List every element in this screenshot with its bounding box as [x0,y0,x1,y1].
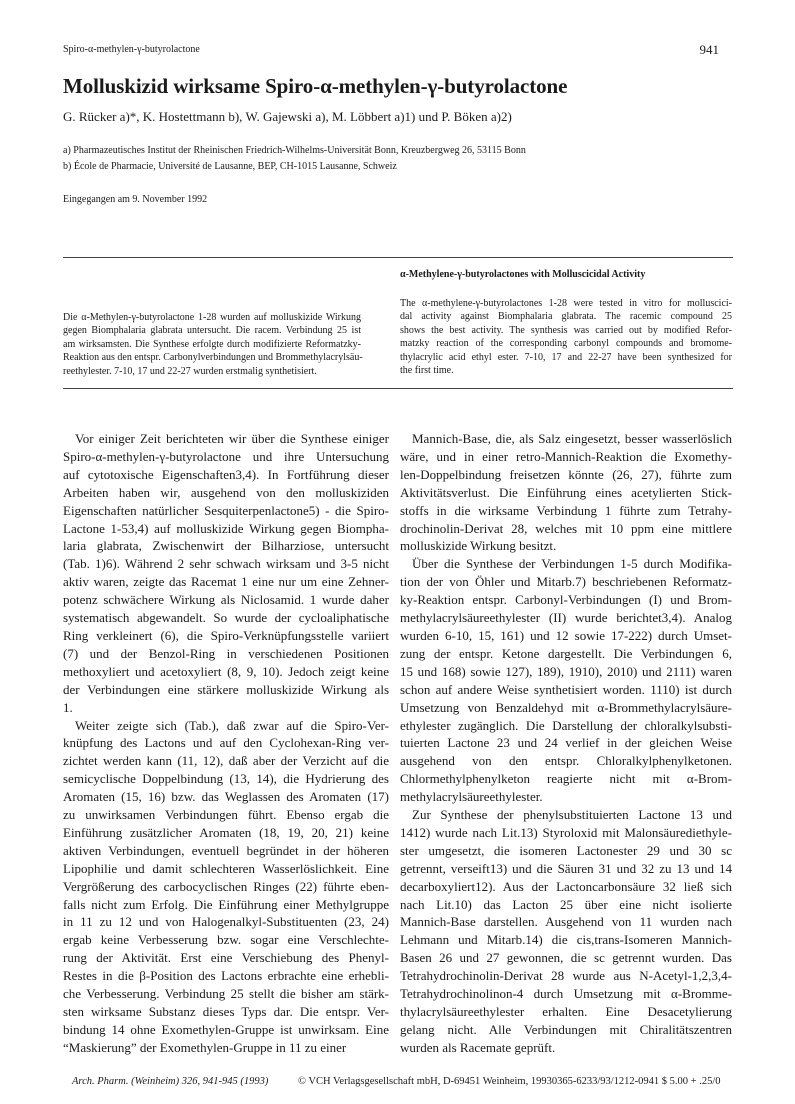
body-line: thylacrylsäureethylester erhalten. Eine Desacetylierung [400,1004,732,1019]
body-line: Vergrößerung des carbocyclischen Ringes (22) führte eben- [63,878,389,894]
body-line: Lehmann und Mitarb.14) die cis,trans-Isomeren Mannich- [400,932,732,948]
body-line: ster umgesetzt, die isomeren Lactonester 29 und 30 sc [400,842,732,858]
body-line: Restes in die β-Position des Lactons erbrachte eine erhebli- [63,968,389,984]
body-line: (7) und der Benzol-Ring in verschiedenen Positionen [63,645,389,661]
abstract-en-title: α-Methylene-γ-butyrolactones with Molluscicidal Activity [400,269,646,280]
body-line: rung der Aktivität. Erst eine Verschiebung des Phenyl- [63,950,389,966]
body-line: bindung 14 ohne Exomethylen-Gruppe ist unwirksam. Eine [63,1021,389,1037]
body-line: Lactone 1-53,4) auf molluskizide Wirkung gegen Biompha- [63,520,389,536]
body-line: methylacrylsäureethylester (II) wurde berichtet3,4). Analog [400,610,732,626]
body-line: len-Doppelbindung freisetzen könnte (26, 27), führte zum [400,466,732,482]
body-line: knüpfung des Lactons und auf den Cyclohexan-Ring ver- [63,735,389,751]
body-line: ethylester zugänglich. Die Darstellung der chloralkylsubsti- [400,717,732,733]
body-line: Tetrahydrochinolinon-4 durch Umsetzung mit α-Bromme- [400,986,732,1002]
body-line: wurden als Racemate geprüft. [400,1039,556,1055]
body-line: sten wirksame Substanz dieses Typs dar. Die entspr. Ver- [63,1004,389,1019]
abstract-de-line: am wirksamsten. Die Synthese erfolgte durch modifizierte Reformatzky- [63,338,361,350]
body-line: Vor einiger Zeit berichteten wir über die Synthese einiger [75,431,389,446]
body-line: Aromaten (15, 16) bzw. das Weglassen des Aromaten (17) [63,789,389,805]
body-line: auf cytotoxische Eigenschaften3,4). In Fortführung dieser [63,466,389,482]
abstract-en-line: the first time. [400,365,454,377]
body-column-left [63,430,389,1057]
body-line: zichtet werden kann (11, 12), daß aber der Verzicht auf die [63,753,389,769]
body-line: “Maskierung” der Exomethylen-Gruppe in 11 zu einer [63,1039,347,1055]
body-line: systematisch abgewandelt. So wurde der cycloaliphatische [63,610,389,626]
abstract-en-line: thylacrylic acid ethyl ester. 7-10, 17 and 22-27 have been synthesized for [400,351,732,363]
body-line: wurden 6-10, 15, 161) und 12 sowie 17-222) durch Umset- [400,627,732,643]
body-line: Aktivitätsverlust. Die Einführung eines acetylierten Stick- [400,484,732,500]
page-number: 941 [699,42,719,57]
abstract-english [400,297,732,377]
body-line: der Verbindungen eine stärkere molluskizide Wirkung als [63,681,389,697]
body-line: ky-Reaktion entspr. Carbonyl-Verbindungen (I) und Brom- [400,592,732,608]
abstract-german [63,311,361,378]
body-line: methylacrylsäureethylester. [400,789,543,805]
abstract-de-line: Die α-Methylen-γ-butyrolactone 1-28 wurden auf molluskizide Wirkung [63,312,361,323]
body-line: getrennt, verseift13) und die Säuren 31 und 32 zu 13 und 14 [400,860,732,876]
footer-publisher: © VCH Verlagsgesellschaft mbH, D-69451 Weinheim, 19930365-6233/93/1212-0941 $ 5.00 + .25/0 [298,1076,721,1087]
body-line: Über die Synthese der Verbindungen 1-5 durch Modifika- [412,556,732,572]
abstract-de-line: Reaktion aus den entspr. Carbonylverbindungen und Brommethylacrylsäu- [63,352,363,364]
abstract-en-line: matzky reaction of the corresponding carbonyl compounds and bromome- [400,338,732,350]
body-line: (Tab. 1)6). Während 2 sehr schwach wirksam und 3-5 nicht [63,556,389,572]
body-line: aktiven Verbindungen, eventuell begründet in der höheren [63,842,389,858]
article-title: Molluskizid wirksame Spiro-α-methylen-γ-butyrolactone [63,74,568,98]
body-line: zung der entspr. Ketone dargestellt. Die Verbindungen 6, [400,645,732,661]
abstract-de-line: reethylester. 7-10, 17 und 22-27 wurden erstmalig synthetisiert. [63,365,317,377]
body-column-right [400,430,732,1057]
body-line: zu unwirksamen Verbindungen führt. Ebenso ergab die [63,807,389,823]
body-line: methoxyliert und acetoxyliert (8, 9, 10). Jedoch zeigt keine [63,663,389,679]
abstract-de-line: gegen Biomphalaria glabrata untersucht. Die racem. Verbindung 25 ist [63,325,361,337]
body-line: molluskizide Wirkung besitzt. [400,538,557,554]
abstract-en-line: dal activity against Biomphalaria glabrata. The racemic compound 25 [400,311,732,323]
body-line: in 11 zu 12 und von Halogenalkyl-Substituenten (23, 24) [63,914,389,930]
body-line: nach Lit.10) das Lacton 25 über eine nicht isolierte [400,896,732,912]
body-line: falls nicht zum Erfolg. Die Einführung einer Methylgruppe [63,896,389,912]
body-line: gelang nicht. Alle Verbindungen mit Chiralitätszentren [400,1021,732,1037]
body-line: laria glabrata, Zwischenwirt der Bilharziose, untersucht [63,538,389,554]
affiliation-b: b) École de Pharmacie, Université de Lausanne, BEP, CH-1015 Lausanne, Schweiz [63,161,397,172]
body-line: che Verbesserung. Verbindung 25 stellt die bisher am stärk- [63,986,389,1002]
body-line: Ring verkleinert (6), die Spiro-Verknüpfungsstelle variiert [63,627,389,643]
running-head: Spiro-α-methylen-γ-butyrolactone [63,44,200,55]
footer-journal: Arch. Pharm. (Weinheim) 326, 941-945 (1993) [72,1076,269,1087]
abstract-en-line: The α-methylene-γ-butyrolactones 1-28 were tested in vitro for molluscici- [400,298,732,309]
body-line: Eigenschaften natürlicher Sesquiterpenlactone5) - die Spiro- [63,502,389,518]
body-line: potenz schwächere Wirkung als Niclosamid. 1 wurde daher [63,592,389,608]
body-line: Weiter zeigte sich (Tab.), daß zwar auf die Spiro-Ver- [75,717,389,733]
body-line: Mannich-Base, die, als Salz eingesetzt, besser wasserlöslich [412,431,732,446]
body-line: wäre, und in einer retro-Mannich-Reaktion die Exomethy- [400,448,732,464]
body-line: Chlormethylphenylketon reagierte nicht mit α-Brom- [400,771,732,787]
body-line: 1. [63,699,73,715]
divider-bottom [63,388,733,389]
body-line: Lipophilie und damit schlechteren Wasserlöslichkeit. Eine [63,860,389,876]
body-line: schon auf andere Weise synthetisiert worden. 1110) ist durch [400,681,732,697]
body-line: aktiv waren, zeigte das Racemat 1 eine nur um eine Zehner- [63,574,389,590]
affiliation-a: a) Pharmazeutisches Institut der Rheinischen Friedrich-Wilhelms-Universität Bonn, Kreuzbergweg 26, 53115 Bonn [63,145,526,156]
body-line: Arbeiten haben wir, ausgehend von den molluskiziden [63,484,389,500]
body-line: Umsetzung von Benzaldehyd mit α-Brommethylacrylsäure- [400,699,732,715]
body-line: Tetrahydrochinolin-Derivat 28 wurde aus N-Acetyl-1,2,3,4- [400,968,732,984]
body-line: tuierten Lactone 23 und 24 verlief in der gleichen Weise [400,735,732,751]
body-line: Spiro-α-methylen-γ-butyrolactone und ihre Untersuchung [63,448,389,464]
body-line: Zur Synthese der phenylsubstituierten Lactone 13 und [412,807,732,823]
body-line: drochinolin-Derivat 28, welches mit 10 ppm eine mittlere [400,520,732,536]
body-line: 15 und 168) sowie 127), 189), 1910), 2010) und 2111) waren [400,663,732,679]
body-line: ausgehend von den entspr. Chloralkylphenylketonen. [400,753,732,769]
body-line: decarboxyliert12). Aus der Lactoncarbonsäure 32 ließ sich [400,878,732,894]
body-line: Basen 26 und 27 gewonnen, die sc getrennt wurden. Das [400,950,732,966]
body-line: semicyclische Doppelbindung (13, 14), die Hydrierung des [63,771,389,787]
body-line: Mannich-Base darstellen. Ausgehend von 11 wurden nach [400,914,732,930]
body-line: tion der von Öhler und Mitarb.7) beschriebenen Reformatz- [400,574,732,590]
author-line: G. Rücker a)*, K. Hostettmann b), W. Gajewski a), M. Löbbert a)1) und P. Böken a)2) [63,109,512,124]
abstract-en-line: shows the best activity. The synthesis was carried out by modified Refor- [400,324,732,336]
received-date: Eingegangen am 9. November 1992 [63,194,208,205]
body-line: stoffs in die wirksame Verbindung 1 führte zum Tetrahy- [400,502,732,518]
body-line: 1412) wurde nach Lit.13) Styroloxid mit Malonsäurediethyle- [400,824,732,840]
body-line: ergab keine Verbesserung bzw. sogar eine Verschlechte- [63,932,389,948]
body-line: Einführung zusätzlicher Aromaten (18, 19, 20, 21) keine [63,824,389,840]
divider-top [63,257,733,258]
